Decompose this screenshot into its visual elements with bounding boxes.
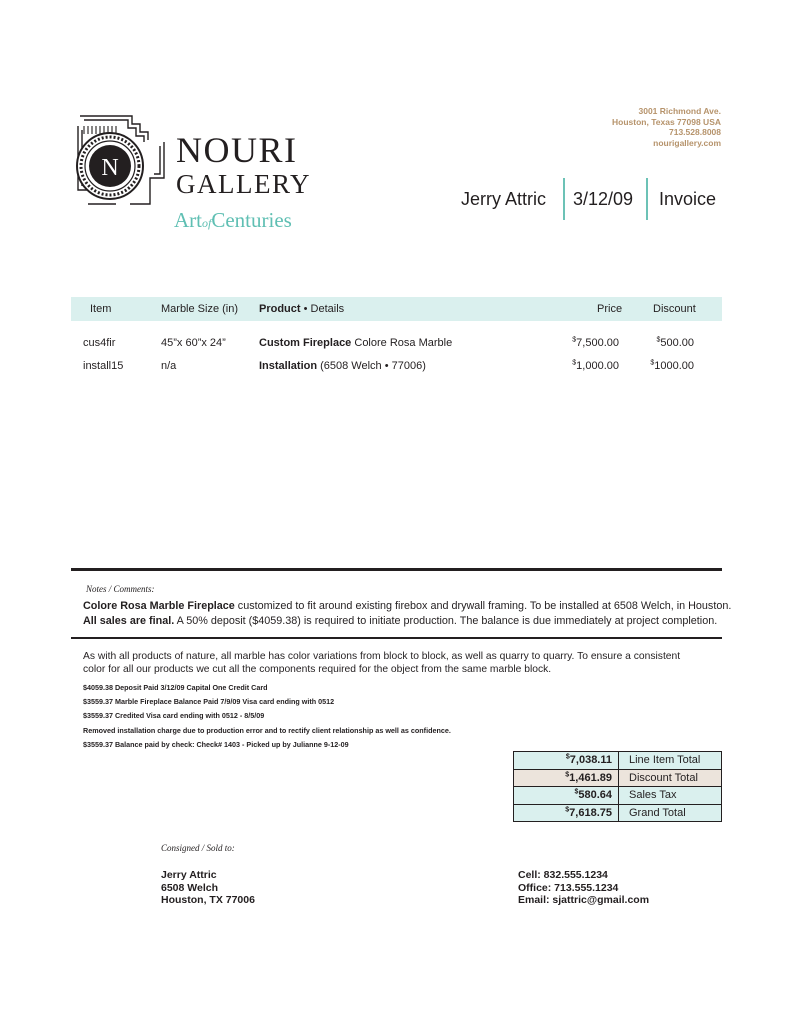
client-office-phone: Office: 713.555.1234 [518, 881, 619, 894]
client-address-block [161, 869, 255, 907]
grand-total-amount: $7,618.75 [514, 804, 619, 822]
logo-letter: N [101, 155, 119, 181]
row-discount: $1000.00 [650, 359, 694, 372]
sales-tax-amount: $580.64 [514, 787, 619, 805]
notes-bottom-rule [71, 637, 722, 639]
row-product: Custom Fireplace Colore Rosa Marble [259, 337, 453, 349]
col-header-product: Product • Details [259, 303, 345, 315]
row-marble-size: 45”x 60”x 24” [161, 337, 226, 349]
payment-log-line: Removed installation charge due to production error and to rectify client relationship as well as confidence. [83, 726, 451, 735]
invoice-doc-type: Invoice [659, 188, 717, 209]
row-product: Installation (6508 Welch • 77006) [259, 360, 426, 372]
totals-row-discount [514, 769, 722, 787]
invoice-date: 3/12/09 [573, 188, 634, 209]
client-city: Houston, TX 77006 [161, 894, 255, 906]
address-website: nourigallery.com [653, 137, 721, 148]
marble-disclaimer: As with all products of nature, all marble has color variations from block to block, as well as quarry to quarry. To ensure a consistent color for all our products we cut all the components required for the object from the same marble block. [83, 651, 681, 675]
totals-row-line-item [514, 752, 722, 770]
row-price: $1,000.00 [572, 359, 619, 372]
totals-table [513, 751, 722, 822]
totals-row-sales-tax [514, 787, 722, 805]
client-street: 6508 Welch [161, 881, 219, 894]
payment-log-line: $3559.37 Credited Visa card ending with 0512 - 8/5/09 [83, 711, 265, 720]
totals-row-grand [514, 804, 722, 822]
company-name-line2: GALLERY [176, 169, 311, 199]
company-tagline: ArtofCenturies [174, 208, 292, 232]
col-header-item: Item [90, 303, 112, 315]
header-divider [646, 178, 648, 220]
discount-total-label: Discount Total [619, 769, 722, 787]
client-contact-block [518, 869, 649, 907]
discount-total-amount: $1,461.89 [514, 769, 619, 787]
grand-total-label: Grand Total [619, 804, 722, 822]
payment-log-line: $4059.38 Deposit Paid 3/12/09 Capital One Credit Card [83, 683, 268, 692]
row-price: $7,500.00 [572, 336, 619, 349]
notes-line-2: All sales are final. A 50% deposit ($4059.38) is required to initiate production. The balance is due immediately at project completion. [83, 615, 718, 627]
header-divider [563, 178, 565, 220]
address-city: Houston, Texas 77098 USA [612, 116, 721, 127]
row-marble-size: n/a [161, 360, 177, 372]
client-cell-phone: Cell: 832.555.1234 [518, 869, 608, 881]
company-address [612, 106, 721, 148]
sales-tax-label: Sales Tax [619, 787, 722, 805]
notes-line-1: Colore Rosa Marble Fireplace customized to fit around existing firebox and drywall framing. To be installed at 6508 Welch, in Houston. [83, 600, 732, 612]
items-table-header [71, 297, 722, 321]
address-street: 3001 Richmond Ave. [638, 106, 721, 116]
row-item-code: install15 [83, 360, 124, 372]
consigned-label: Consigned / Sold to: [161, 843, 235, 853]
row-discount: $500.00 [656, 336, 694, 349]
col-header-size: Marble Size (in) [161, 303, 239, 315]
row-item-code: cus4fir [83, 337, 116, 349]
company-name-line1: NOURI [176, 130, 298, 170]
notes-top-rule [71, 568, 722, 571]
notes-label: Notes / Comments: [86, 584, 155, 594]
line-item-total-amount: $7,038.11 [514, 752, 619, 770]
client-name: Jerry Attric [161, 869, 217, 881]
line-item-total-label: Line Item Total [619, 752, 722, 770]
payment-log-line: $3559.37 Balance paid by check: Check# 1403 - Picked up by Julianne 9-12-09 [83, 740, 349, 749]
address-phone: 713.528.8008 [669, 127, 721, 137]
col-header-discount: Discount [653, 303, 696, 315]
gallery-logo-emblem [74, 112, 170, 208]
col-header-price: Price [597, 303, 623, 315]
client-email: Email: sjattric@gmail.com [518, 894, 650, 906]
payment-log-line: $3559.37 Marble Fireplace Balance Paid 7/9/09 Visa card ending with 0512 [83, 697, 335, 706]
invoice-customer: Jerry Attric [461, 188, 547, 209]
